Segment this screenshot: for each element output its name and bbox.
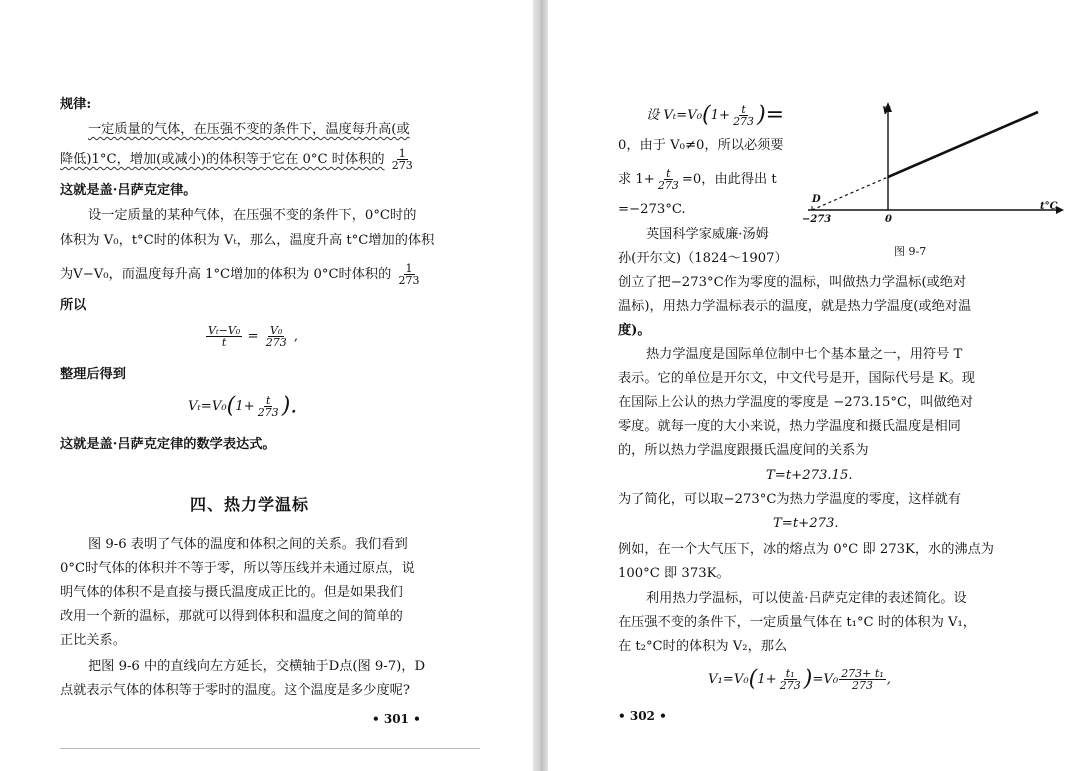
fraction-numerator: t₁ [785, 667, 795, 680]
equation-lhs: 设 Vₜ=V₀ [646, 108, 703, 123]
para-line: 孙(开尔文)（1824～1907） [618, 251, 788, 266]
fraction-numerator: 273+ t₁ [841, 667, 884, 680]
figure-9-7 [798, 98, 1068, 258]
fraction-denominator: 273 [265, 336, 287, 349]
para-line: 度)。 [618, 323, 651, 338]
para-line [60, 263, 423, 286]
fraction-numerator: V₀ [270, 324, 283, 337]
close-paren: ). [281, 393, 298, 419]
fraction-1-273 [397, 263, 422, 286]
equation-fraction [256, 395, 281, 418]
para-text: =0，由此得出 t [681, 172, 777, 187]
para-line: 利用热力学温标，可以使盖·吕萨克定律的表述简化。设 [646, 591, 967, 606]
fraction-denominator: 273 [779, 679, 801, 692]
fraction-denominator: 273 [257, 406, 279, 419]
fraction-denominator: 273 [391, 159, 413, 172]
para-line: 例如，在一个大气压下，冰的熔点为 0°C 即 273K，水的沸点为 [618, 542, 994, 557]
close-paren: ) [803, 666, 813, 692]
para-line: 整理后得到 [60, 367, 126, 382]
x-axis-label: t°C [1040, 201, 1058, 212]
relation-equation: T=t+273.15. [766, 468, 853, 483]
open-paren: ( [226, 393, 236, 419]
equation-lhs: Vₜ=V₀ [188, 399, 227, 414]
equation-fraction [778, 668, 803, 691]
fraction-numerator: 1 [405, 262, 413, 275]
law-statement-text: 降低)1°C，增加(或减小)的体积等于它在 0°C 时体积的 [60, 152, 385, 167]
law-statement-line-1: 一定质量的气体，在压强不变的条件下，温度每升高(或 [88, 122, 410, 137]
para-line: 创立了把−273°C作为零度的温标，叫做热力学温标(或绝对 [618, 275, 967, 290]
para-line: 明气体的体积不是直接与摄氏温度成正比的。但是如果我们 [60, 585, 403, 600]
fraction-numerator: 1 [398, 147, 406, 160]
equation-mid: =V₀ [812, 672, 839, 687]
para-line [618, 168, 777, 191]
y-axis-label: V [882, 106, 890, 117]
right-page [548, 0, 1080, 771]
footer-rule [60, 748, 480, 749]
equation-fraction [839, 668, 886, 691]
isobar-dashed-extension [812, 177, 888, 210]
para-line: =−273°C. [618, 202, 686, 217]
para-line: 表示。它的单位是开尔文，中文代号是开，国际代号是 K。现 [618, 371, 975, 386]
para-text: 为V−V₀，而温度每升高 1°C增加的体积为 0°C时体积的 [60, 267, 392, 282]
fraction-numerator: t [265, 394, 271, 407]
equation-fraction [656, 168, 681, 191]
point-d-label: D [812, 194, 821, 205]
para-line: 正比关系。 [60, 633, 126, 648]
para-line: 图 9-6 表明了气体的温度和体积之间的关系。我们看到 [88, 537, 408, 552]
close-paren: )= [757, 102, 785, 128]
para-line: 设一定质量的某种气体，在压强不变的条件下，0°C时的 [88, 208, 417, 223]
para-line: 100°C 即 373K。 [618, 566, 730, 581]
equation-1: $\frac{\text{Vₜ−V₀}}{t}$ = $\frac{\text{V₀}}{273}$ , [208, 324, 299, 349]
para-line: 在压强不变的条件下，一定质量气体在 t₁°C 时的体积为 V₁， [618, 615, 976, 630]
para-line: 0，由于 V₀≠0，所以必须要 [618, 138, 784, 153]
fraction-denominator: t [221, 336, 227, 349]
equation-2 [188, 395, 297, 418]
equation-fraction [264, 325, 289, 348]
isobar-line [888, 112, 1038, 177]
fraction-numerator: Vₜ−V₀ [208, 324, 241, 337]
rule-label: 规律: [60, 97, 92, 112]
fraction-denominator: 273 [398, 274, 420, 287]
figure-caption: 图 9-7 [894, 245, 927, 258]
fraction-denominator: 273 [733, 115, 755, 128]
fraction-denominator: 273 [851, 679, 873, 692]
equation-setup [646, 104, 784, 127]
equation-term: 1+ [235, 399, 255, 414]
open-paren: ( [702, 102, 711, 128]
para-line: 在 t₂°C时的体积为 V₂，那么 [618, 639, 788, 654]
para-line: 这就是盖·吕萨克定律的数学表达式。 [60, 437, 276, 452]
para-line: 英国科学家威廉·汤姆 [646, 227, 769, 242]
equation-3 [708, 668, 891, 691]
equation-lhs: V₁=V₀ [708, 672, 749, 687]
fraction-1-273 [390, 148, 415, 171]
left-page [0, 0, 533, 771]
para-line: 0°C时气体的体积并不等于零，所以等压线并未通过原点，说 [60, 561, 415, 576]
fraction-numerator: t [666, 167, 671, 180]
para-line: 体积为 V₀，t°C时的体积为 Vₜ，那么，温度升高 t°C增加的体积 [60, 233, 435, 248]
fraction-numerator: t [741, 103, 746, 116]
fraction-denominator: 273 [657, 179, 679, 192]
para-line: 在国际上公认的热力学温度的零度是 −273.15°C，叫做绝对 [618, 395, 974, 410]
equation-term: 1+ [757, 672, 777, 687]
para-line: 的，所以热力学温度跟摄氏温度间的关系为 [618, 443, 869, 458]
relation-equation: T=t+273. [773, 516, 839, 531]
para-line: 热力学温度是国际单位制中七个基本量之一，用符号 T [646, 347, 963, 362]
page-number: • 301 • [372, 712, 421, 726]
para-line: 改用一个新的温标，那就可以得到体积和温度之间的简单的 [60, 609, 403, 624]
page-number: • 302 • [618, 709, 667, 723]
para-line: 零度。就每一度的大小来说，热力学温度和摄氏温度是相同 [618, 419, 961, 434]
equals-sign: = [247, 329, 259, 344]
equation-tail: , [886, 672, 891, 687]
para-line: 把图 9-6 中的直线向左方延长，交横轴于D点(图 9-7)，D [88, 659, 426, 674]
para-line: 为了简化，可以取−273°C为热力学温度的零度，这样就有 [618, 492, 962, 507]
tick-neg-273-label: −273 [802, 214, 832, 225]
para-line: 温标)，用热力学温标表示的温度，就是热力学温度(或绝对温 [618, 299, 972, 314]
para-line: 点就表示气体的体积等于零时的温度。这个温度是多少度呢? [60, 683, 410, 698]
section-heading: 四、热力学温标 [190, 495, 310, 514]
open-paren: ( [748, 666, 758, 692]
para-text: 求 1+ [618, 172, 655, 187]
tick-zero-label: 0 [885, 214, 892, 225]
equation-term: 1+ [710, 108, 731, 123]
law-statement-line-2 [60, 148, 416, 171]
para-line: 所以 [60, 298, 87, 313]
equation-fraction [206, 325, 242, 348]
equation-fraction [731, 104, 756, 127]
figure-graph [798, 98, 1068, 258]
book-gutter [533, 0, 548, 771]
law-name-line: 这就是盖·吕萨克定律。 [60, 183, 197, 198]
